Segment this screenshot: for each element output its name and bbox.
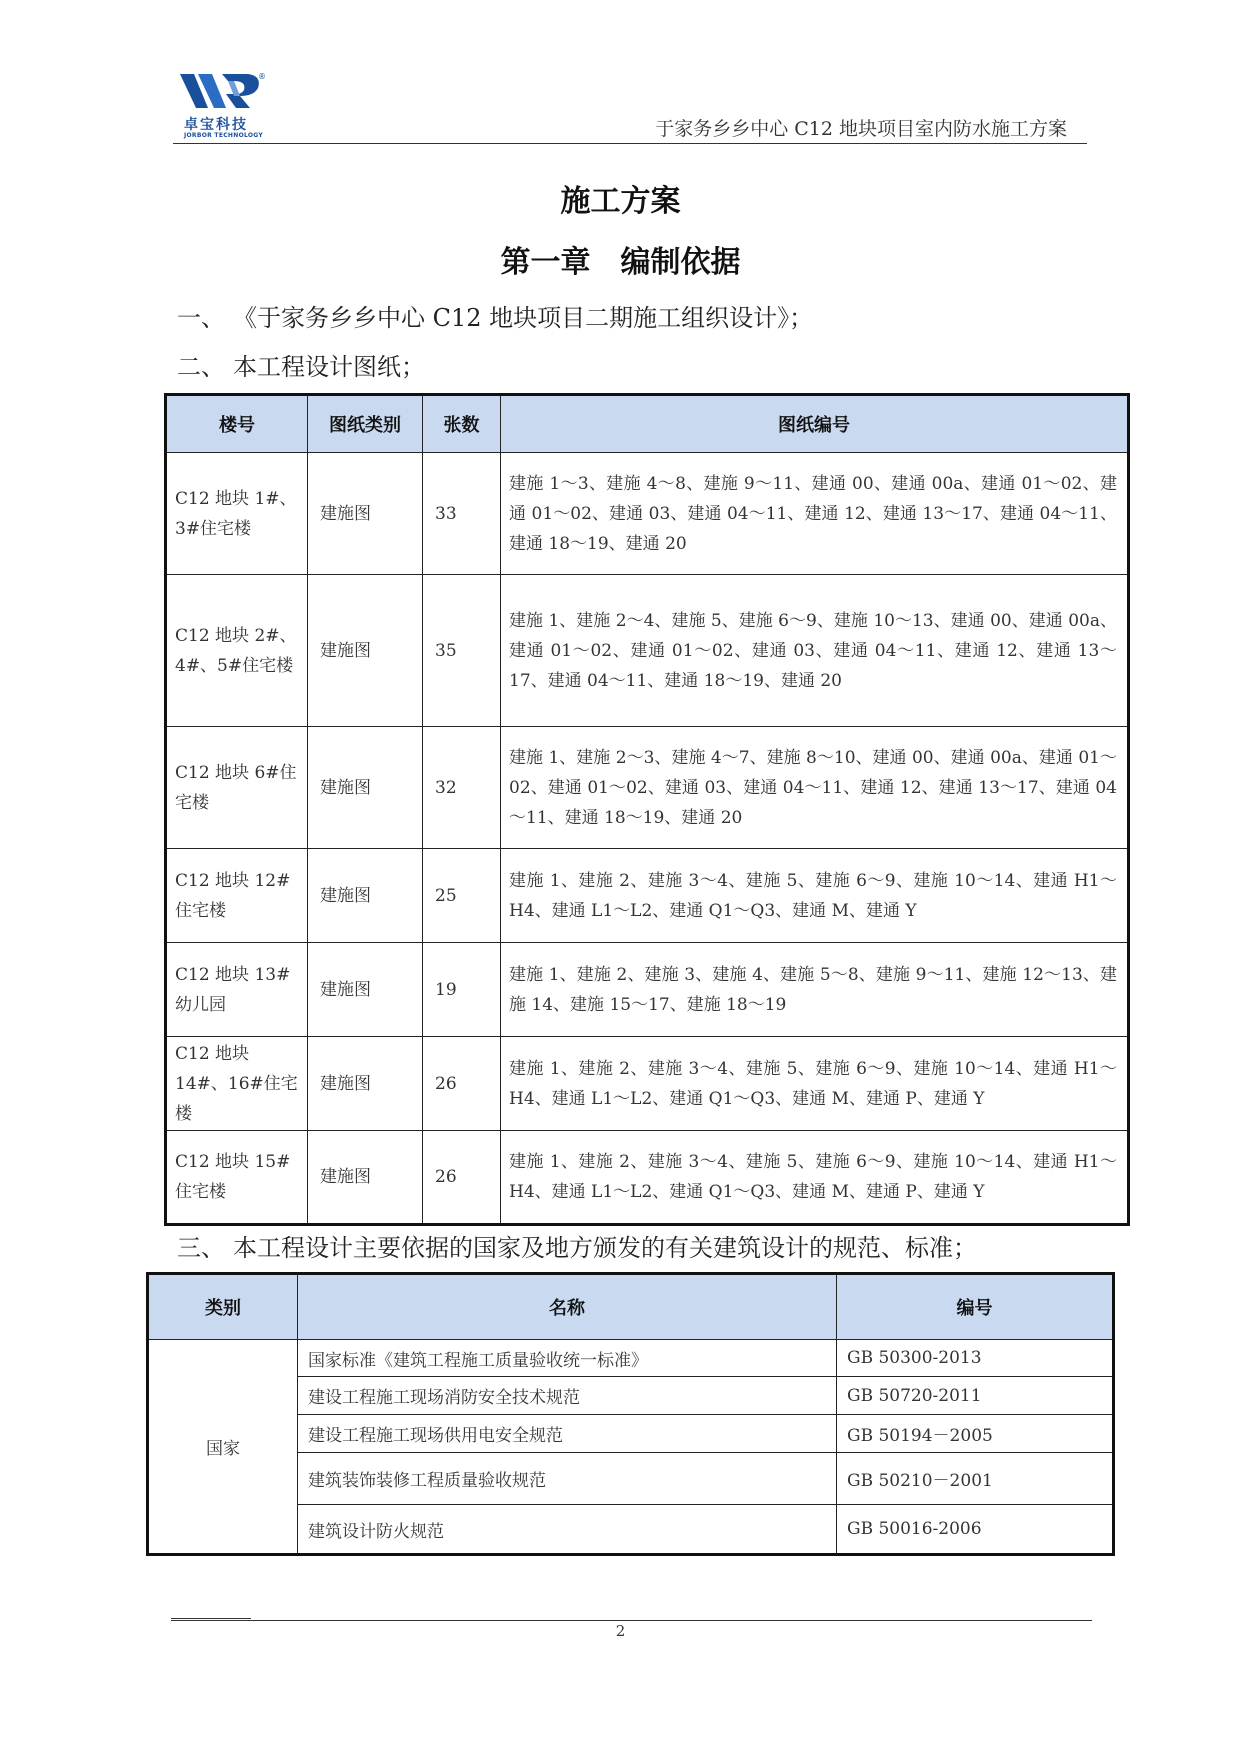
category-cell: 国家 <box>148 1340 298 1555</box>
item-text: 本工程设计图纸； <box>233 353 425 381</box>
header-category: 类别 <box>148 1274 298 1340</box>
count-cell: 25 <box>423 849 501 943</box>
table-header-row <box>166 395 1129 453</box>
name-cell: 建筑设计防火规范 <box>298 1505 837 1555</box>
count-cell: 26 <box>423 1131 501 1225</box>
header-title: 于家务乡乡中心 C12 地块项目室内防水施工方案 <box>655 118 1067 140</box>
name-cell: 国家标准《建筑工程施工质量验收统一标准》 <box>298 1340 837 1377</box>
item-3 <box>177 1228 977 1263</box>
code-cell: GB 50194－2005 <box>837 1415 1114 1453</box>
codes-cell: 建施 1、建施 2、建施 3～4、建施 5、建施 6～9、建施 10～14、建通 H1～H4、建通 L1～L2、建通 Q1～Q3、建通 M、建通 Y <box>501 849 1129 943</box>
type-cell: 建施图 <box>308 943 423 1037</box>
header-name: 名称 <box>298 1274 837 1340</box>
building-cell: C12 地块 1#、3#住宅楼 <box>166 453 308 575</box>
drawings-table <box>164 393 1130 1226</box>
code-cell: GB 50300-2013 <box>837 1340 1114 1377</box>
codes-cell: 建施 1～3、建施 4～8、建施 9～11、建通 00、建通 00a、建通 01～02、建通 01～02、建通 03、建通 04～11、建通 12、建通 13～17、建通 04～11、建通 18～19、建通 20 <box>501 453 1129 575</box>
header-type: 图纸类别 <box>308 395 423 453</box>
building-cell: C12 地块 13#幼儿园 <box>166 943 308 1037</box>
item-number: 二、 <box>177 353 225 381</box>
code-cell: GB 50210－2001 <box>837 1453 1114 1505</box>
count-cell: 19 <box>423 943 501 1037</box>
type-cell: 建施图 <box>308 453 423 575</box>
header-code: 编号 <box>837 1274 1114 1340</box>
code-cell: GB 50720-2011 <box>837 1377 1114 1415</box>
table-row <box>166 453 1129 575</box>
name-cell: 建设工程施工现场消防安全技术规范 <box>298 1377 837 1415</box>
type-cell: 建施图 <box>308 1131 423 1225</box>
table-row <box>148 1340 1114 1377</box>
item-2 <box>177 347 425 382</box>
table-row <box>166 727 1129 849</box>
logo-mark-icon <box>178 70 268 114</box>
item-text: 本工程设计主要依据的国家及地方颁发的有关建筑设计的规范、标准； <box>233 1234 977 1262</box>
header-divider <box>173 143 1087 144</box>
table-header-row <box>148 1274 1114 1340</box>
logo-chinese-text: 卓宝科技 <box>184 117 248 133</box>
count-cell: 26 <box>423 1037 501 1131</box>
header-count: 张数 <box>423 395 501 453</box>
footer-divider <box>171 1620 1092 1621</box>
item-text: 《于家务乡乡中心 C12 地块项目二期施工组织设计》； <box>233 304 814 332</box>
table-row <box>166 1037 1129 1131</box>
page-number: 2 <box>615 1622 626 1640</box>
name-cell: 建筑装饰装修工程质量验收规范 <box>298 1453 837 1505</box>
svg-text:®: ® <box>258 72 266 81</box>
item-1 <box>177 298 813 333</box>
codes-cell: 建施 1、建施 2～3、建施 4～7、建施 8～10、建通 00、建通 00a、建通 01～02、建通 01～02、建通 03、建通 04～11、建通 12、建通 13～17、建通 04～11、建通 18～19、建通 20 <box>501 727 1129 849</box>
building-cell: C12 地块 2#、4#、5#住宅楼 <box>166 575 308 727</box>
type-cell: 建施图 <box>308 849 423 943</box>
table-row <box>166 943 1129 1037</box>
count-cell: 32 <box>423 727 501 849</box>
standards-table <box>146 1272 1115 1556</box>
table-row <box>166 849 1129 943</box>
codes-cell: 建施 1、建施 2、建施 3～4、建施 5、建施 6～9、建施 10～14、建通 H1～H4、建通 L1～L2、建通 Q1～Q3、建通 M、建通 P、建通 Y <box>501 1037 1129 1131</box>
codes-cell: 建施 1、建施 2～4、建施 5、建施 6～9、建施 10～13、建通 00、建通 00a、建通 01～02、建通 01～02、建通 03、建通 04～11、建通 12、建通 13～17、建通 04～11、建通 18～19、建通 20 <box>501 575 1129 727</box>
type-cell: 建施图 <box>308 575 423 727</box>
company-logo <box>178 70 274 142</box>
building-cell: C12 地块 14#、16#住宅楼 <box>166 1037 308 1131</box>
building-cell: C12 地块 6#住宅楼 <box>166 727 308 849</box>
type-cell: 建施图 <box>308 727 423 849</box>
code-cell: GB 50016-2006 <box>837 1505 1114 1555</box>
document-title: 施工方案 <box>560 184 681 219</box>
item-number: 三、 <box>177 1234 225 1262</box>
count-cell: 33 <box>423 453 501 575</box>
header-codes: 图纸编号 <box>501 395 1129 453</box>
item-number: 一、 <box>177 304 225 332</box>
count-cell: 35 <box>423 575 501 727</box>
building-cell: C12 地块 12#住宅楼 <box>166 849 308 943</box>
building-cell: C12 地块 15#住宅楼 <box>166 1131 308 1225</box>
name-cell: 建设工程施工现场供用电安全规范 <box>298 1415 837 1453</box>
table-row <box>166 1131 1129 1225</box>
codes-cell: 建施 1、建施 2、建施 3～4、建施 5、建施 6～9、建施 10～14、建通 H1～H4、建通 L1～L2、建通 Q1～Q3、建通 M、建通 P、建通 Y <box>501 1131 1129 1225</box>
table-row <box>166 575 1129 727</box>
type-cell: 建施图 <box>308 1037 423 1131</box>
chapter-title: 第一章 编制依据 <box>500 245 741 280</box>
codes-cell: 建施 1、建施 2、建施 3、建施 4、建施 5～8、建施 9～11、建施 12～13、建施 14、建施 15～17、建施 18～19 <box>501 943 1129 1037</box>
logo-english-text: JORBOR TECHNOLOGY <box>184 132 264 139</box>
header-building: 楼号 <box>166 395 308 453</box>
